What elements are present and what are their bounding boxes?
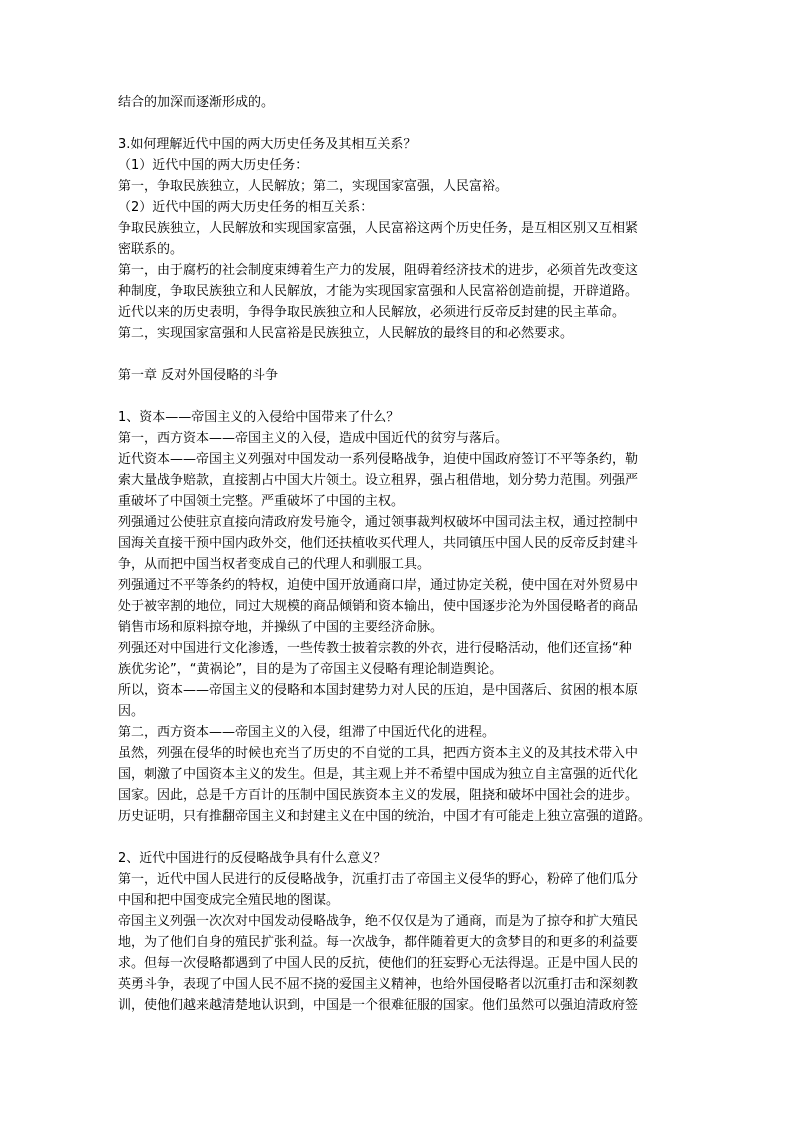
text-line: 第二，西方资本——帝国主义的入侵，组滞了中国近代化的进程。 <box>118 725 496 740</box>
section-heading: 1、资本——帝国主义的入侵给中国带来了什么？ <box>118 410 400 425</box>
section-heading: 2、近代中国进行的反侵略战争具有什么意义？ <box>118 851 387 866</box>
text-line: 因。 <box>118 704 145 719</box>
text-line: 列强通过不平等条约的特权，迫使中国开放通商口岸，通过协定关税，使中国在对外贸易中 <box>118 578 639 593</box>
blank-line <box>118 386 678 407</box>
text-line: 索大量战争赔款，直接割占中国大片领土。设立租界，强占租借地，划分势力范围。列强严 <box>118 473 639 488</box>
text-line: 国海关直接干预中国内政外交，他们还扶植收买代理人，共同镇压中国人民的反帝反封建斗 <box>118 536 639 551</box>
text-line: 争，从而把中国当权者变成自己的代理人和驯服工具。 <box>118 557 431 572</box>
chapter-heading: 第一章 反对外国侵略的斗争 <box>118 368 279 383</box>
blank-line <box>118 344 678 365</box>
text-line: 第一，争取民族独立，人民解放；第二，实现国家富强，人民富裕。 <box>118 179 509 194</box>
text-line: 所以，资本——帝国主义的侵略和本国封建势力对人民的压迫，是中国落后、贫困的根本原 <box>118 683 639 698</box>
text-line: 训，使他们越来越清楚地认识到，中国是一个很难征服的国家。他们虽然可以强迫清政府签 <box>118 998 639 1013</box>
text-line: 争取民族独立，人民解放和实现国家富强，人民富裕这两个历史任务，是互相区别又互相紧 <box>118 221 639 236</box>
text-line: 第一，由于腐朽的社会制度束缚着生产力的发展，阻碍着经济技术的进步，必须首先改变这 <box>118 263 639 278</box>
blank-line <box>118 113 678 134</box>
text-line: 第二，实现国家富强和人民富裕是民族独立，人民解放的最终目的和必然要求。 <box>118 326 574 341</box>
text-line: 中国和把中国变成完全殖民地的图谋。 <box>118 893 340 908</box>
text-line: （2）近代中国的两大历史任务的相互关系： <box>118 200 374 215</box>
text-line: 结合的加深而逐渐形成的。 <box>118 95 275 110</box>
blank-line <box>118 827 678 848</box>
text-line: 求。但每一次侵略都遇到了中国人民的反抗，使他们的狂妄野心无法得逞。正是中国人民的 <box>118 956 639 971</box>
text-line: 种制度，争取民族独立和人民解放，才能为实现国家富强和人民富裕创造前提，开辟道路。 <box>118 284 639 299</box>
text-line: 历史证明，只有推翻帝国主义和封建主义在中国的统治，中国才有可能走上独立富强的道路。 <box>118 809 652 824</box>
text-line: 英勇斗争，表现了中国人民不屈不挠的爱国主义精神，也给外国侵略者以沉重打击和深刻教 <box>118 977 639 992</box>
text-line: 国家。因此，总是千方百计的压制中国民族资本主义的发展，阻挠和破坏中国社会的进步。 <box>118 788 639 803</box>
text-line: 密联系的。 <box>118 242 184 257</box>
text-line: 重破坏了中国领土完整。严重破坏了中国的主权。 <box>118 494 405 509</box>
text-line: 虽然，列强在侵华的时候也充当了历史的不自觉的工具，把西方资本主义的及其技术带入中 <box>118 746 639 761</box>
text-line: 列强通过公使驻京直接向清政府发号施令，通过领事裁判权破坏中国司法主权，通过控制中 <box>118 515 639 530</box>
text-line: （1）近代中国的两大历史任务： <box>118 158 309 173</box>
text-line: 第一，西方资本——帝国主义的入侵，造成中国近代的贫穷与落后。 <box>118 431 509 446</box>
document-page <box>118 92 678 1016</box>
text-line: 地，为了他们自身的殖民扩张利益。每一次战争，都伴随着更大的贪梦目的和更多的利益要 <box>118 935 639 950</box>
text-line: 近代资本——帝国主义列强对中国发动一系列侵略战争，迫使中国政府签订不平等条约，勒 <box>118 452 639 467</box>
text-line: 第一，近代中国人民进行的反侵略战争，沉重打击了帝国主义侵华的野心，粉碎了他们瓜分 <box>118 872 639 887</box>
text-line: 帝国主义列强一次次对中国发动侵略战争，绝不仅仅是为了通商，而是为了掠夺和扩大殖民 <box>118 914 639 929</box>
section-heading: 3.如何理解近代中国的两大历史任务及其相互关系？ <box>118 137 417 152</box>
text-line: 销售市场和原料掠夺地，并操纵了中国的主要经济命脉。 <box>118 620 444 635</box>
text-line: 国，刺激了中国资本主义的发生。但是，其主观上并不希望中国成为独立自主富强的近代化 <box>118 767 639 782</box>
text-line: 列强还对中国进行文化渗透，一些传教士披着宗教的外衣，进行侵略活动，他们还宣扬“种 <box>118 641 632 656</box>
text-line: 近代以来的历史表明，争得争取民族独立和人民解放，必须进行反帝反封建的民主革命。 <box>118 305 626 320</box>
text-line: 族优劣论”，“黄祸论”，目的是为了帝国主义侵略有理论制造舆论。 <box>118 662 503 677</box>
text-line: 处于被宰割的地位，同过大规模的商品倾销和资本输出，使中国逐步沦为外国侵略者的商品 <box>118 599 639 614</box>
